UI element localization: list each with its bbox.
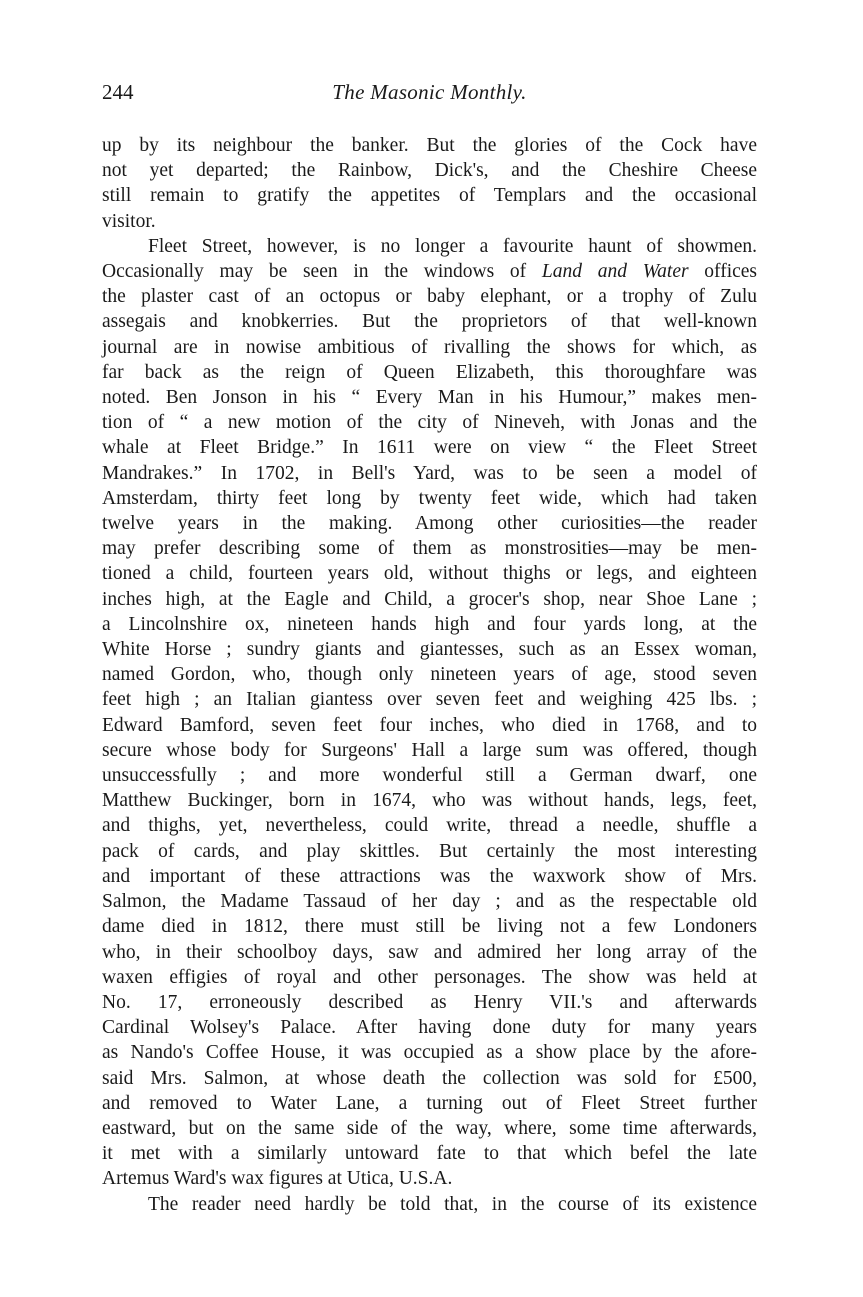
paragraph-3 [102, 1192, 757, 1217]
text-line: and thighs, yet, nevertheless, could write, thread a needle, shuffle a [102, 815, 757, 837]
text-line: The reader need hardly be told that, in the course of its existence [148, 1193, 757, 1215]
text-line: the plaster cast of an octopus or baby elephant, or a trophy of Zulu [102, 286, 757, 308]
text-line: eastward, but on the same side of the way, where, some time afterwards, [102, 1117, 757, 1139]
text-line: visitor. [102, 210, 156, 232]
text-line: Cardinal Wolsey's Palace. After having done duty for many years [102, 1017, 757, 1039]
page-number: 244 [102, 80, 134, 104]
text-line: not yet departed; the Rainbow, Dick's, and the Cheshire Cheese [102, 160, 757, 182]
text-line: White Horse ; sundry giants and giantesses, such as an Essex woman, [102, 639, 757, 661]
text-line: Artemus Ward's wax figures at Utica, U.S.A. [102, 1168, 453, 1190]
text-line: Amsterdam, thirty feet long by twenty feet wide, which had taken [102, 487, 757, 509]
text-line: No. 17, erroneously described as Henry VII.'s and afterwards [102, 991, 757, 1013]
text-line: still remain to gratify the appetites of Templars and the occasional [102, 185, 757, 207]
text-line: named Gordon, who, though only nineteen years of age, stood seven [102, 664, 757, 686]
running-head [102, 80, 757, 110]
text-line: Occasionally may be seen in the windows of Land and Water offices [102, 261, 758, 283]
text-line: assegais and knobkerries. But the proprietors of that well-known [102, 311, 757, 333]
text-line: dame died in 1812, there must still be living not a few Londoners [102, 916, 757, 938]
text-line: a Lincolnshire ox, nineteen hands high and four yards long, at the [102, 613, 757, 635]
text-line: feet high ; an Italian giantess over seven feet and weighing 425 lbs. ; [102, 689, 757, 711]
text-line: and removed to Water Lane, a turning out of Fleet Street further [102, 1092, 757, 1114]
text-line: noted. Ben Jonson in his “ Every Man in his Humour,” makes men- [102, 387, 757, 409]
body-text [102, 133, 757, 1217]
publication-name: Land and Water [541, 261, 689, 283]
text-line: journal are in nowise ambitious of rivalling the shows for which, as [102, 336, 757, 358]
text-line: who, in their schoolboy days, saw and admired her long array of the [102, 941, 757, 963]
text-line: secure whose body for Surgeons' Hall a large sum was offered, though [102, 739, 757, 761]
text-line: up by its neighbour the banker. But the glories of the Cock have [102, 135, 757, 156]
text-line: tioned a child, fourteen years old, without thighs or legs, and eighteen [102, 563, 757, 585]
text-line: twelve years in the making. Among other curiosities—the reader [102, 513, 757, 535]
text-line: waxen effigies of royal and other personages. The show was held at [102, 966, 757, 988]
text-line: it met with a similarly untoward fate to that which befel the late [102, 1143, 757, 1165]
text-line: Edward Bamford, seven feet four inches, who died in 1768, and to [102, 714, 757, 736]
text-line: pack of cards, and play skittles. But certainly the most interesting [102, 840, 757, 862]
text-line: Fleet Street, however, is no longer a favourite haunt of showmen. [148, 235, 757, 257]
text-line: unsuccessfully ; and more wonderful still a German dwarf, one [102, 765, 757, 787]
text-line: and important of these attractions was the waxwork show of Mrs. [102, 865, 757, 887]
text-line: tion of “ a new motion of the city of Nineveh, with Jonas and the [102, 412, 757, 434]
paragraph-2 [102, 234, 757, 1192]
text-line: Matthew Buckinger, born in 1674, who was without hands, legs, feet, [102, 790, 757, 812]
text-line: whale at Fleet Bridge.” In 1611 were on view “ the Fleet Street [102, 437, 757, 459]
text-line: as Nando's Coffee House, it was occupied as a show place by the afore- [102, 1042, 757, 1064]
journal-title: The Masonic Monthly. [332, 80, 527, 104]
text-line: said Mrs. Salmon, at whose death the collection was sold for £500, [102, 1067, 757, 1089]
paragraph-1 [102, 133, 757, 234]
text-line: may prefer describing some of them as monstrosities—may be men- [102, 538, 757, 560]
text-line: far back as the reign of Queen Elizabeth, this thoroughfare was [102, 361, 757, 383]
text-line: inches high, at the Eagle and Child, a grocer's shop, near Shoe Lane ; [102, 588, 757, 610]
text-line: Salmon, the Madame Tassaud of her day ; and as the respectable old [102, 891, 757, 913]
text-line: Mandrakes.” In 1702, in Bell's Yard, was to be seen a model of [102, 462, 757, 484]
